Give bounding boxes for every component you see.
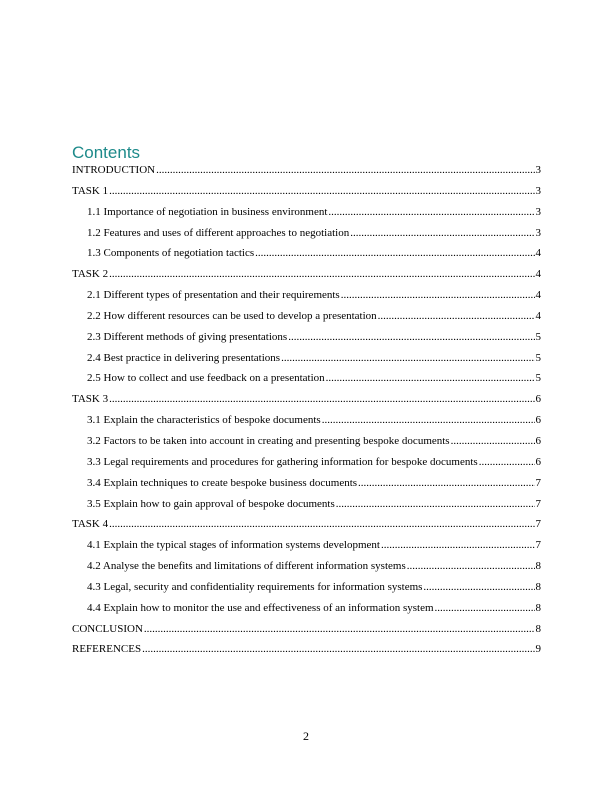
- toc-entry-label: 3.3 Legal requirements and procedures for gathering information for bespoke documents: [87, 455, 478, 468]
- toc-entry-4-4[interactable]: [72, 602, 541, 615]
- toc-entry-2-1[interactable]: [72, 289, 541, 302]
- toc-entry-page: 4: [535, 247, 541, 260]
- toc-entry-1-3[interactable]: [72, 247, 541, 260]
- toc-dot-leader: [336, 498, 535, 511]
- toc-entry-page: 5: [535, 330, 541, 343]
- toc-entry-4-3[interactable]: [72, 581, 541, 594]
- toc-entry-label: TASK 1: [72, 184, 109, 197]
- toc-entry-label: 1.2 Features and uses of different approaches to negotiation: [87, 226, 350, 239]
- toc-entry-references[interactable]: [72, 643, 541, 656]
- toc-entry-page: 6: [535, 434, 541, 447]
- toc-entry-page: 4: [535, 289, 541, 302]
- toc-entry-label: TASK 3: [72, 393, 109, 406]
- toc-dot-leader: [109, 185, 534, 198]
- toc-dot-leader: [423, 581, 534, 594]
- toc-dot-leader: [156, 164, 534, 177]
- toc-dot-leader: [142, 643, 534, 656]
- toc-entry-label: 2.3 Different methods of giving presentations: [87, 330, 288, 343]
- toc-dot-leader: [328, 206, 534, 219]
- toc-entry-page: 5: [535, 372, 541, 385]
- toc-entry-page: 3: [535, 164, 541, 176]
- toc-entry-3-2[interactable]: [72, 435, 541, 448]
- toc-entry-page: 7: [535, 518, 541, 531]
- toc-entry-label: REFERENCES: [72, 643, 142, 656]
- toc-dot-leader: [435, 602, 535, 615]
- toc-entry-page: 7: [535, 497, 541, 510]
- toc-dot-leader: [451, 435, 535, 448]
- toc-entry-4-1[interactable]: [72, 539, 541, 552]
- toc-entry-page: 8: [535, 560, 541, 573]
- toc-dot-leader: [109, 518, 534, 531]
- toc-entry-introduction[interactable]: [72, 164, 541, 177]
- toc-entry-label: INTRODUCTION: [72, 164, 156, 176]
- toc-entry-label: TASK 2: [72, 268, 109, 281]
- toc-entry-task-4[interactable]: [72, 518, 541, 531]
- toc-entry-label: 2.5 How to collect and use feedback on a presentation: [87, 372, 325, 385]
- toc-dot-leader: [378, 310, 535, 323]
- toc-dot-leader: [381, 539, 535, 552]
- toc-entry-page: 5: [535, 351, 541, 364]
- toc-entry-label: 3.4 Explain techniques to create bespoke business documents: [87, 476, 358, 489]
- toc-entry-4-2[interactable]: [72, 560, 541, 573]
- toc-entry-page: 8: [535, 622, 541, 635]
- toc-entry-2-4[interactable]: [72, 352, 541, 365]
- toc-dot-leader: [255, 247, 534, 260]
- toc-dot-leader: [322, 414, 535, 427]
- toc-entry-page: 6: [535, 455, 541, 468]
- toc-entry-task-3[interactable]: [72, 393, 541, 406]
- toc-entry-label: 3.2 Factors to be taken into account in creating and presenting bespoke documents: [87, 434, 450, 447]
- toc-entry-1-2[interactable]: [72, 227, 541, 240]
- toc-entry-page: 3: [535, 226, 541, 239]
- toc-entry-page: 4: [535, 268, 541, 281]
- toc-entry-2-2[interactable]: [72, 310, 541, 323]
- toc-entry-label: 1.1 Importance of negotiation in business environment: [87, 205, 328, 218]
- toc-dot-leader: [326, 372, 535, 385]
- toc-entry-label: 4.4 Explain how to monitor the use and effectiveness of an information system: [87, 601, 434, 614]
- toc-entry-page: 6: [535, 414, 541, 427]
- toc-dot-leader: [281, 352, 534, 365]
- table-of-contents: [72, 164, 541, 664]
- toc-dot-leader: [407, 560, 535, 573]
- toc-entry-page: 9: [535, 643, 541, 656]
- toc-entry-label: 2.2 How different resources can be used to develop a presentation: [87, 309, 377, 322]
- toc-entry-3-5[interactable]: [72, 498, 541, 511]
- toc-entry-label: 2.1 Different types of presentation and their requirements: [87, 289, 340, 302]
- toc-entry-2-3[interactable]: [72, 331, 541, 344]
- toc-entry-2-5[interactable]: [72, 372, 541, 385]
- toc-entry-page: 6: [535, 393, 541, 406]
- toc-entry-3-3[interactable]: [72, 456, 541, 469]
- contents-heading: Contents: [72, 143, 141, 162]
- toc-dot-leader: [109, 268, 534, 281]
- page-number: 2: [303, 729, 309, 743]
- toc-dot-leader: [144, 623, 535, 636]
- toc-dot-leader: [288, 331, 534, 344]
- toc-entry-label: 3.1 Explain the characteristics of bespoke documents: [87, 414, 321, 427]
- toc-entry-page: 3: [535, 184, 541, 197]
- toc-dot-leader: [109, 393, 534, 406]
- toc-entry-task-1[interactable]: [72, 185, 541, 198]
- toc-entry-3-4[interactable]: [72, 477, 541, 490]
- toc-entry-conclusion[interactable]: [72, 623, 541, 636]
- toc-entry-label: 4.1 Explain the typical stages of information systems development: [87, 539, 380, 552]
- toc-dot-leader: [479, 456, 535, 469]
- toc-entry-1-1[interactable]: [72, 206, 541, 219]
- toc-entry-label: CONCLUSION: [72, 622, 143, 635]
- toc-entry-task-2[interactable]: [72, 268, 541, 281]
- toc-entry-label: 4.2 Analyse the benefits and limitations of different information systems: [87, 560, 406, 573]
- toc-dot-leader: [341, 289, 535, 302]
- toc-entry-label: TASK 4: [72, 518, 109, 531]
- toc-entry-3-1[interactable]: [72, 414, 541, 427]
- toc-entry-page: 8: [535, 601, 541, 614]
- toc-entry-label: 4.3 Legal, security and confidentiality requirements for information systems: [87, 580, 423, 593]
- toc-entry-label: 3.5 Explain how to gain approval of bespoke documents: [87, 497, 335, 510]
- toc-entry-page: 4: [535, 309, 541, 322]
- toc-dot-leader: [350, 227, 534, 240]
- toc-entry-page: 3: [535, 205, 541, 218]
- toc-entry-page: 7: [535, 539, 541, 552]
- toc-entry-label: 1.3 Components of negotiation tactics: [87, 247, 255, 260]
- toc-entry-page: 7: [535, 476, 541, 489]
- toc-entry-label: 2.4 Best practice in delivering presentations: [87, 351, 281, 364]
- toc-entry-page: 8: [535, 580, 541, 593]
- toc-dot-leader: [358, 477, 534, 490]
